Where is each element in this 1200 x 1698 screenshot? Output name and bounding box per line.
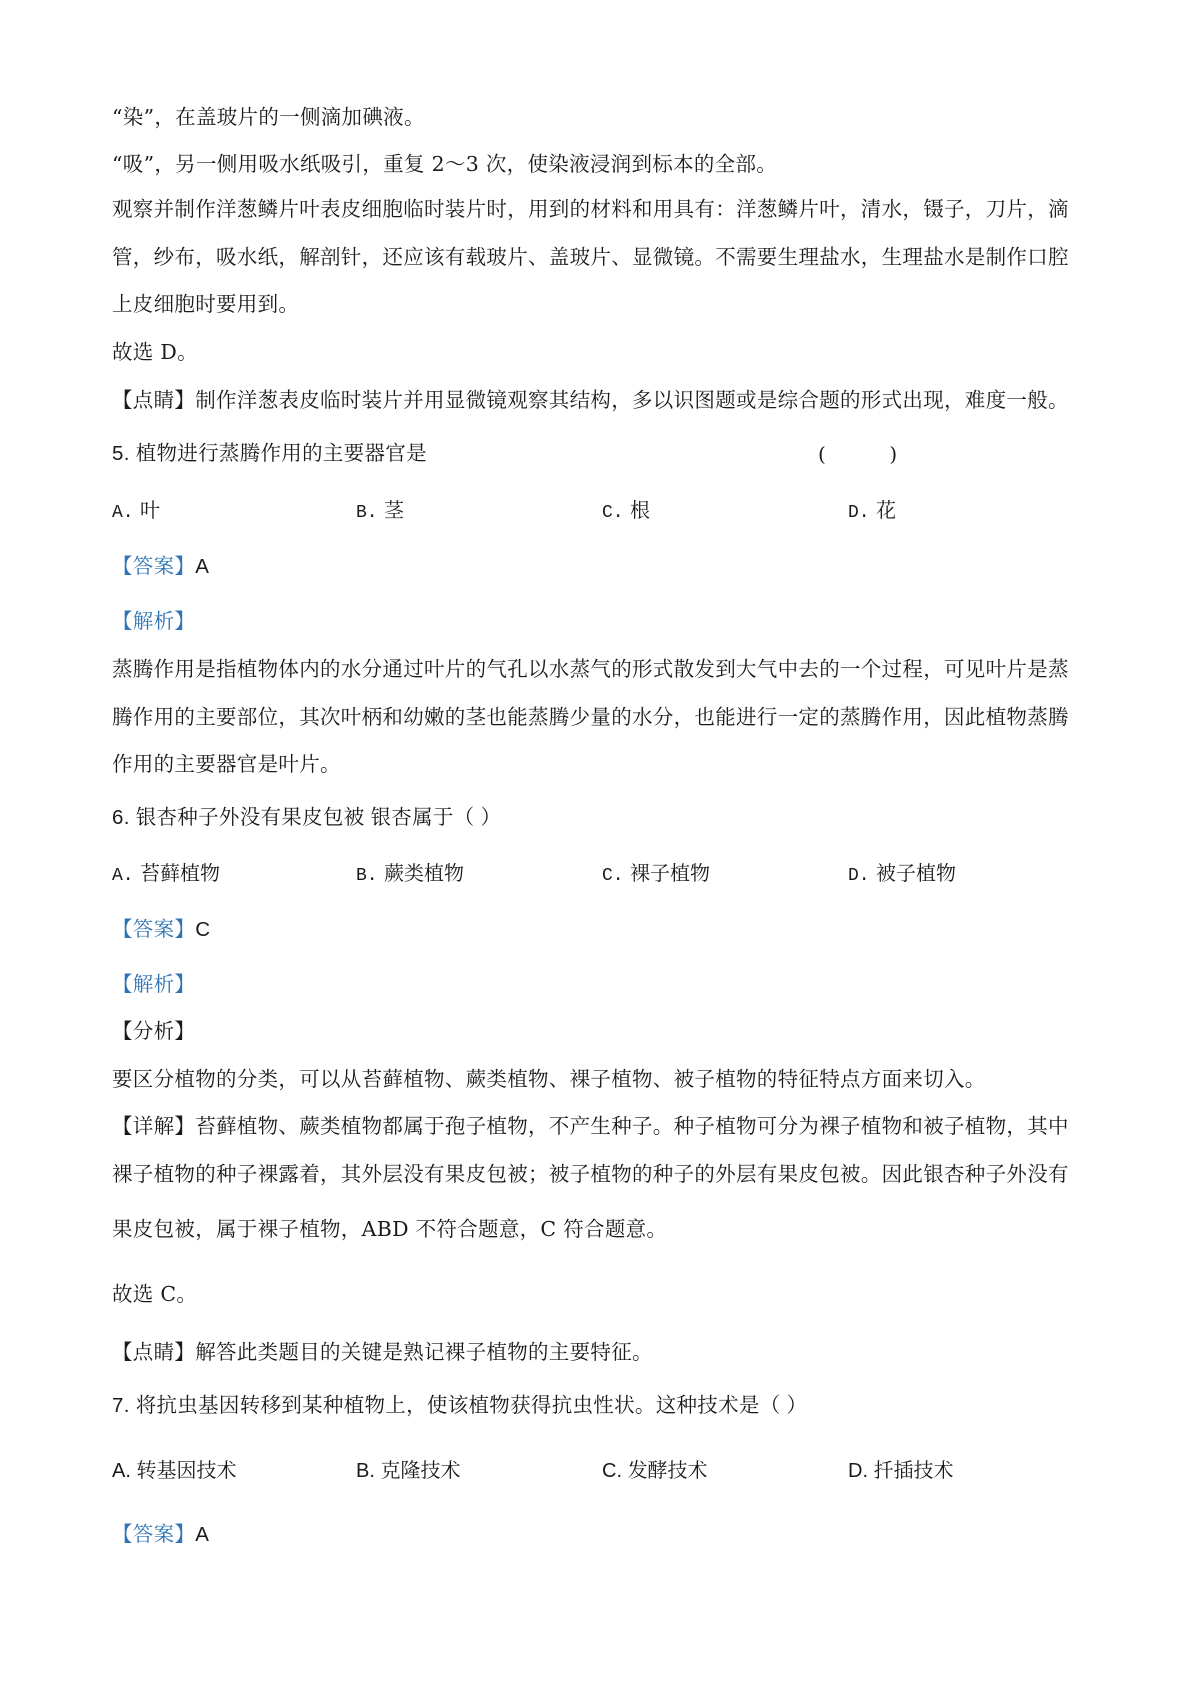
xiangjie-tag: 【详解】 xyxy=(112,1114,196,1138)
answer-paren: ( ) xyxy=(818,442,898,466)
text-line: “吸”，另一侧用吸水纸吸引，重复 2～3 次，使染液浸润到标本的全部。 xyxy=(112,152,778,176)
text-line: 作用的主要器官是叶片。 xyxy=(112,752,341,776)
analysis-tag: 【解析】 xyxy=(112,609,196,633)
dianjing-text: 制作洋葱表皮临时装片并用显微镜观察其结构，多以识图题或是综合题的形式出现，难度一般。 xyxy=(195,388,1069,412)
answer-line xyxy=(112,1520,1102,1549)
answer-tag: 【答案】 xyxy=(112,917,196,941)
answer-value: A xyxy=(195,555,210,578)
question-7-stem: 7. 将抗虫基因转移到某种植物上，使该植物获得抗虫性状。这种技术是（ ） xyxy=(112,1394,808,1417)
option-d: D. 扦插技术 xyxy=(848,1460,954,1482)
text-line: 观察并制作洋葱鳞片叶表皮细胞临时装片时，用到的材料和用具有：洋葱鳞片叶，清水，镊子，刀片，滴 xyxy=(112,197,1069,221)
analysis-tag: 【解析】 xyxy=(112,972,196,996)
text-line: 裸子植物的种子裸露着，其外层没有果皮包被；被子植物的种子的外层有果皮包被。因此银杏种子外没有 xyxy=(112,1162,1069,1186)
dianjing-text: 解答此类题目的关键是熟记裸子植物的主要特征。 xyxy=(195,1340,653,1364)
xiangjie-line: 【详解】苔藓植物、蕨类植物都属于孢子植物，不产生种子。种子植物可分为裸子植物和被子植物，其中 xyxy=(112,1114,1069,1138)
text-line: 故选 D。 xyxy=(112,340,198,364)
answer-value: C xyxy=(195,918,211,941)
question-5-stem: 5. 植物进行蒸腾作用的主要器官是 xyxy=(112,442,427,465)
text-line: 上皮细胞时要用到。 xyxy=(112,292,300,316)
text-line: 故选 C。 xyxy=(112,1282,198,1306)
dianjing-line xyxy=(112,386,1102,414)
text-line: 管，纱布，吸水纸，解剖针，还应该有载玻片、盖玻片、显微镜。不需要生理盐水，生理盐水是制作口腔 xyxy=(112,245,1069,269)
option-c: C. 根 xyxy=(602,498,650,523)
question-6-stem: 6. 银杏种子外没有果皮包被 银杏属于（ ） xyxy=(112,806,502,829)
answer-tag: 【答案】 xyxy=(112,1522,196,1546)
text-line: 要区分植物的分类，可以从苔藓植物、蕨类植物、裸子植物、被子植物的特征特点方面来切入。 xyxy=(112,1067,986,1091)
dianjing-line xyxy=(112,1338,1102,1366)
text-line: 蒸腾作用是指植物体内的水分通过叶片的气孔以水蒸气的形式散发到大气中去的一个过程，可见叶片是蒸 xyxy=(112,657,1069,681)
option-a: A. 叶 xyxy=(112,498,160,523)
answer-value: A xyxy=(195,1523,210,1546)
dianjing-tag: 【点睛】 xyxy=(112,1340,196,1364)
option-b: B. 克隆技术 xyxy=(356,1460,461,1482)
text-line: 果皮包被，属于裸子植物，ABD 不符合题意，C 符合题意。 xyxy=(112,1217,668,1241)
dianjing-tag: 【点睛】 xyxy=(112,388,196,412)
answer-line xyxy=(112,915,1102,944)
fenxi-tag: 【分析】 xyxy=(112,1019,196,1043)
text-line: 腾作用的主要部位，其次叶柄和幼嫩的茎也能蒸腾少量的水分，也能进行一定的蒸腾作用，因此植物蒸腾 xyxy=(112,705,1069,729)
option-a: A. 转基因技术 xyxy=(112,1460,237,1482)
option-d: D. 花 xyxy=(848,498,896,523)
option-c: C. 发酵技术 xyxy=(602,1460,708,1482)
option-b: B. 蕨类植物 xyxy=(356,861,464,886)
option-d: D. 被子植物 xyxy=(848,861,956,886)
option-a: A. 苔藓植物 xyxy=(112,861,220,886)
text-line: “染”，在盖玻片的一侧滴加碘液。 xyxy=(112,105,425,129)
option-c: C. 裸子植物 xyxy=(602,861,710,886)
answer-line xyxy=(112,552,1102,581)
option-b: B. 茎 xyxy=(356,498,404,523)
answer-tag: 【答案】 xyxy=(112,554,196,578)
